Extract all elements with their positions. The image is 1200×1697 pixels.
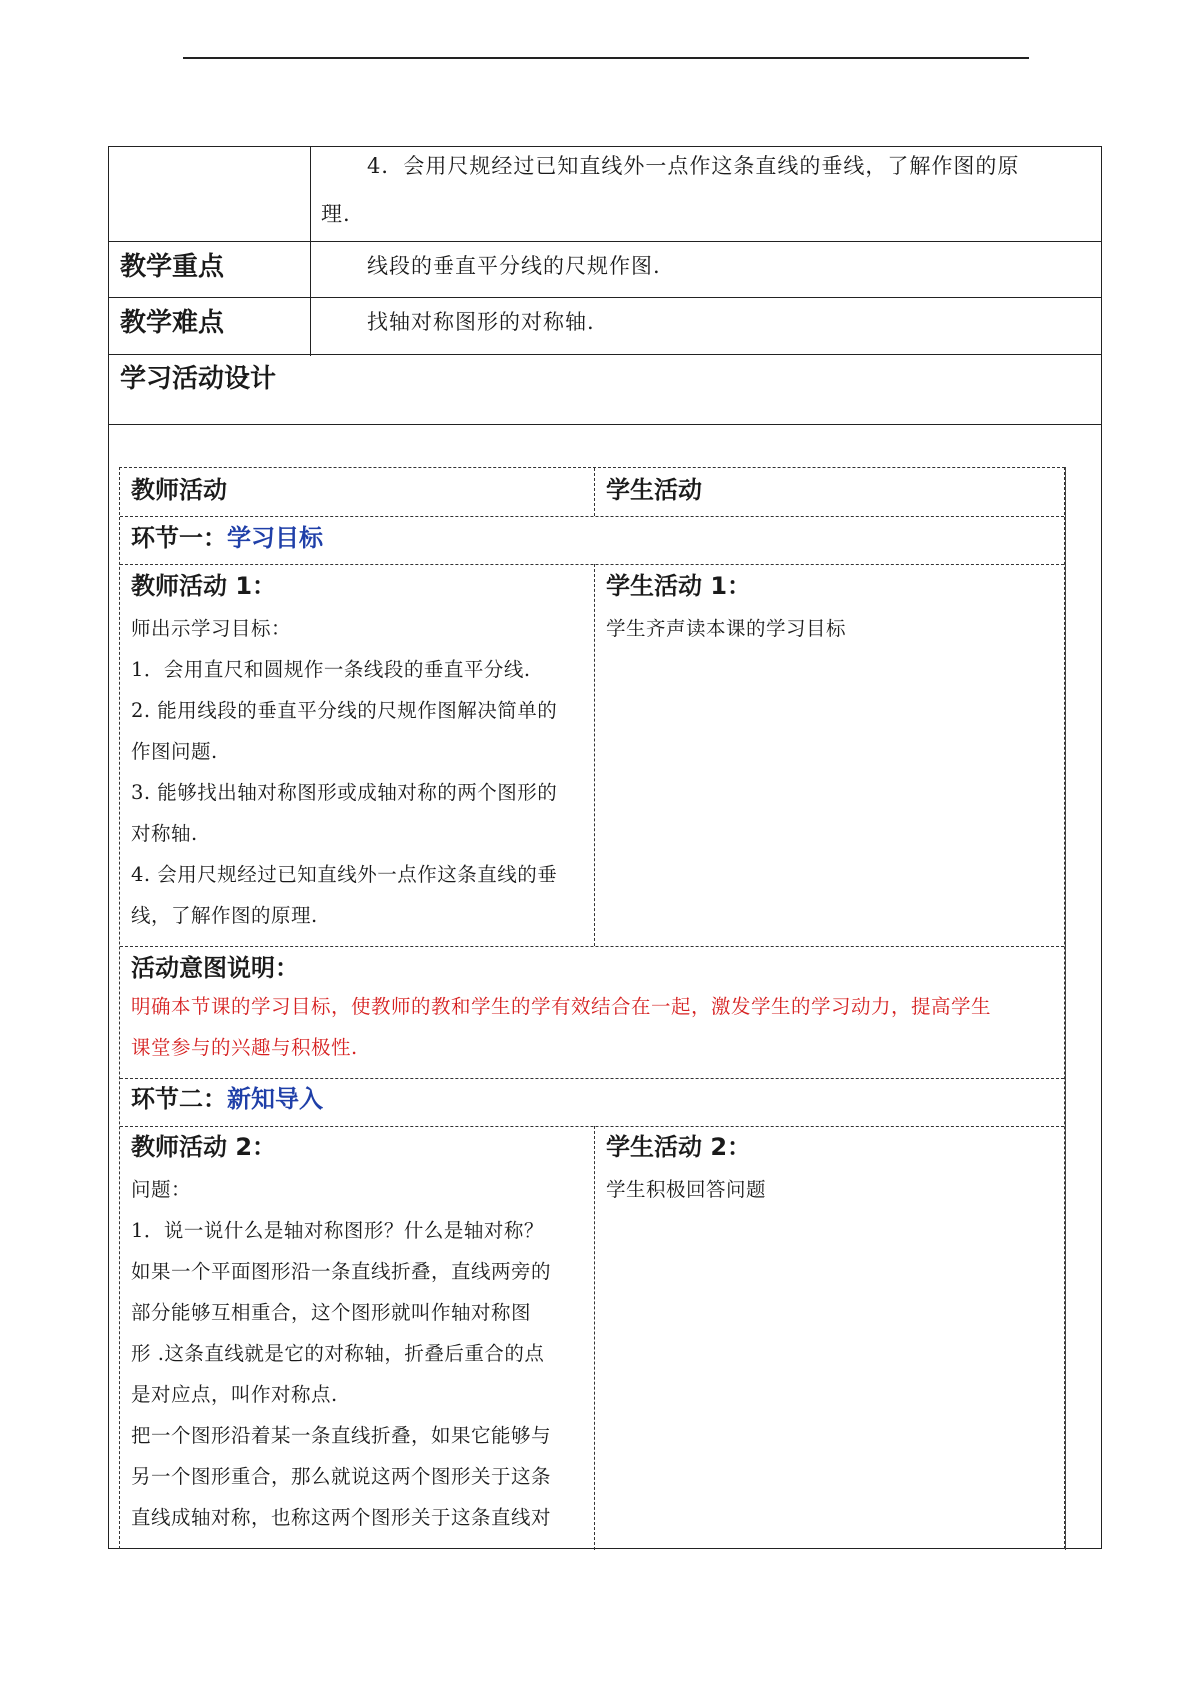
teacher-1-line: 2. 能用线段的垂直平分线的尺规作图解决简单的 (131, 699, 558, 722)
teacher-activity-1-title: 教师活动 1： (131, 572, 277, 600)
section1-label (131, 518, 323, 553)
teacher-1-line: 线，了解作图的原理. (131, 904, 318, 927)
teacher-1-line: 对称轴. (131, 822, 198, 845)
teacher-activity-header: 教师活动 (131, 476, 227, 504)
teacher-2-line: 直线成轴对称，也称这两个图形关于这条直线对 (131, 1506, 552, 1529)
teacher-1-line: 师出示学习目标： (131, 617, 292, 640)
student-2-text: 学生积极回答问题 (606, 1178, 767, 1201)
key-point-label: 教学重点 (120, 252, 225, 282)
intent-line: 课堂参与的兴趣与积极性. (131, 1036, 358, 1059)
teacher-2-line: 把一个图形沿着某一条直线折叠，如果它能够与 (131, 1424, 552, 1447)
activity2-column-divider (594, 1126, 595, 1550)
section1-prefix: 环节一： (131, 524, 227, 552)
activity1-column-divider (594, 564, 595, 946)
right-inner-border (1065, 467, 1066, 1550)
header-rule (183, 57, 1029, 59)
teacher-1-line: 3. 能够找出轴对称图形或成轴对称的两个图形的 (131, 781, 558, 804)
teacher-2-line: 如果一个平面图形沿一条直线折叠，直线两旁的 (131, 1260, 552, 1283)
row-divider-1 (109, 241, 1101, 242)
student-1-text: 学生齐声读本课的学习目标 (606, 617, 847, 640)
teacher-2-line: 部分能够互相重合，这个图形就叫作轴对称图 (131, 1301, 532, 1324)
student-activity-header: 学生活动 (606, 476, 702, 504)
teacher-1-line: 1．会用直尺和圆规作一条线段的垂直平分线. (131, 658, 531, 681)
teacher-activity-2-title: 教师活动 2： (131, 1133, 277, 1161)
row-divider-3 (109, 354, 1101, 355)
difficulty-label: 教学难点 (120, 308, 225, 338)
header-divider (120, 516, 1064, 517)
teacher-2-line: 1．说一说什么是轴对称图形？什么是轴对称？ (131, 1219, 544, 1242)
design-label: 学习活动设计 (120, 364, 277, 394)
section2-label (131, 1079, 323, 1114)
teacher-2-line: 问题： (131, 1178, 192, 1201)
teacher-2-line: 形 .这条直线就是它的对称轴，折叠后重合的点 (131, 1342, 545, 1365)
teacher-2-line: 是对应点，叫作对称点. (131, 1383, 338, 1406)
section2-title: 新知导入 (227, 1085, 323, 1113)
objective-4-line1: 4．会用尺规经过已知直线外一点作这条直线的垂线，了解作图的原 (367, 154, 1020, 178)
section2-prefix: 环节二： (131, 1085, 227, 1113)
key-point-text: 线段的垂直平分线的尺规作图. (367, 254, 661, 278)
section1-divider (120, 564, 1064, 565)
teacher-1-line: 4. 会用尺规经过已知直线外一点作这条直线的垂 (131, 863, 558, 886)
label-column-divider (310, 147, 311, 356)
objective-4-line2: 理. (321, 202, 351, 226)
student-activity-2-title: 学生活动 2： (606, 1133, 752, 1161)
row-divider-2 (109, 297, 1101, 298)
teacher-1-line: 作图问题. (131, 740, 218, 763)
header-column-divider (594, 468, 595, 516)
student-activity-1-title: 学生活动 1： (606, 572, 752, 600)
intent-label: 活动意图说明： (131, 954, 299, 982)
section1-title: 学习目标 (227, 524, 323, 552)
intent-line: 明确本节课的学习目标，使教师的教和学生的学有效结合在一起，激发学生的学习动力，提高学生 (131, 995, 992, 1018)
difficulty-text: 找轴对称图形的对称轴. (367, 310, 595, 334)
activity1-divider (120, 946, 1064, 947)
row-divider-4 (109, 424, 1101, 425)
teacher-2-line: 另一个图形重合，那么就说这两个图形关于这条 (131, 1465, 552, 1488)
